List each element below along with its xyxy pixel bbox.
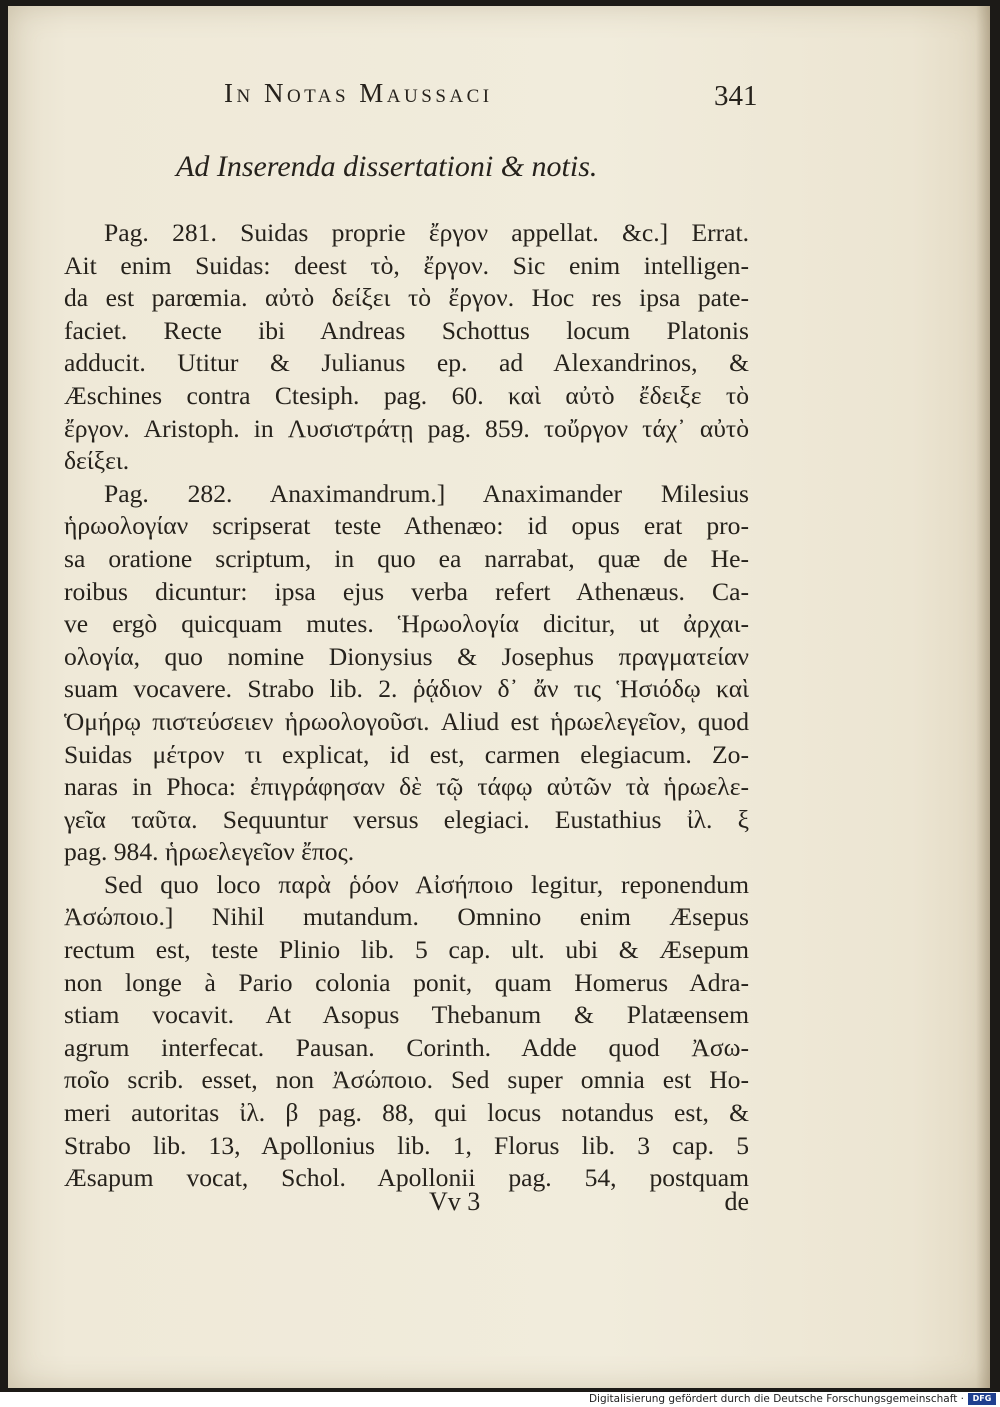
text-line: meri autoritas ἰλ. β pag. 88, qui locus notandus est, & (64, 1098, 749, 1128)
body-text (64, 217, 749, 1195)
page-edge-shadow (976, 6, 990, 1388)
text-line: ve ergò quicquam mutes. Ἡρωολογία dicitur, ut ἀρχαι- (64, 609, 749, 639)
text-line: Ὁμήρῳ πιστεύσειεν ἡρωολογοῦσι. Aliud est ἡρωελεγεῖον, quod (64, 706, 749, 736)
signature-mark: Vv 3 (429, 1187, 481, 1216)
text-line: ἔργον. Aristoph. in Λυσιστράτῃ pag. 859. τοὔργον τάχ᾽ αὐτὸ (64, 413, 749, 443)
page-number: 341 (714, 80, 758, 112)
text-line: non longe à Pario colonia ponit, quam Homerus Adra- (64, 967, 749, 997)
text-line: δείξει. (64, 446, 130, 476)
funding-credit: Digitalisierung gefördert durch die Deutsche Forschungsgemeinschaft · (588, 1393, 964, 1405)
text-line: ἡρωολογίαν scripserat teste Athenæo: id opus erat pro- (64, 511, 749, 541)
section-heading: Ad Inserenda dissertationi & notis. (176, 150, 598, 183)
text-line: Æsapum vocat, Schol. Apollonii pag. 54, postquam (64, 1163, 749, 1193)
text-line: Ἀσώποιο.] Nihil mutandum. Omnino enim Æsepus (64, 902, 749, 932)
text-line: ολογία, quo nomine Dionysius & Josephus πραγματείαν (64, 641, 749, 671)
text-line: Pag. 282. Anaximandrum.] Anaximander Milesius (104, 478, 749, 508)
dfg-logo: DFG (968, 1393, 996, 1405)
text-line: Ait enim Suidas: deest τὸ, ἔργον. Sic enim intelligen- (64, 250, 749, 280)
text-line: stiam vocavit. At Asopus Thebanum & Platæensem (64, 1000, 749, 1030)
text-line: Æschines contra Ctesiph. pag. 60. καὶ αὐτὸ ἔδειξε τὸ (64, 380, 749, 410)
text-line: Strabo lib. 13, Apollonius lib. 1, Florus lib. 3 cap. 5 (64, 1130, 749, 1160)
book-page (8, 6, 990, 1388)
text-line: Sed quo loco παρὰ ῥόον Αἰσήποιο legitur, reponendum (104, 869, 749, 899)
text-line: faciet. Recte ibi Andreas Schottus locum Platonis (64, 315, 749, 345)
text-line: sa oratione scriptum, in quo ea narrabat, quæ de He- (64, 543, 749, 573)
running-head-text: In Notas Maussaci (224, 78, 493, 108)
text-line: da est parœmia. αὐτὸ δείξει τὸ ἔργον. Hoc res ipsa pate- (64, 283, 749, 313)
text-line: roibus dicuntur: ipsa ejus verba refert Athenæus. Ca- (64, 576, 749, 606)
text-line: rectum est, teste Plinio lib. 5 cap. ult. ubi & Æsepum (64, 935, 749, 965)
text-line: adducit. Utitur & Julianus ep. ad Alexandrinos, & (64, 348, 749, 378)
text-line: pag. 984. ἡρωελεγεῖον ἔπος. (64, 837, 355, 867)
running-head (224, 78, 784, 109)
text-line: ποῖο scrib. esset, non Ἀσώποιο. Sed super omnia est Ho- (64, 1065, 749, 1095)
catchword: de (724, 1187, 749, 1216)
text-line: naras in Phoca: ἐπιγράφησαν δὲ τῷ τάφῳ αὐτῶν τὰ ἡρωελε- (64, 772, 749, 802)
page-foot (64, 1187, 749, 1221)
text-line: suam vocavere. Strabo lib. 2. ῥᾴδιον δ᾽ ἄν τις Ἡσιόδῳ καὶ (64, 674, 749, 704)
text-line: γεῖα ταῦτα. Sequuntur versus elegiaci. Eustathius ἰλ. ξ (64, 804, 749, 834)
text-line: Suidas μέτρον τι explicat, id est, carmen elegiacum. Zo- (64, 739, 749, 769)
text-line: Pag. 281. Suidas proprie ἔργον appellat. &c.] Errat. (104, 218, 749, 247)
text-line: agrum interfecat. Pausan. Corinth. Adde quod Ἀσω- (64, 1032, 749, 1062)
